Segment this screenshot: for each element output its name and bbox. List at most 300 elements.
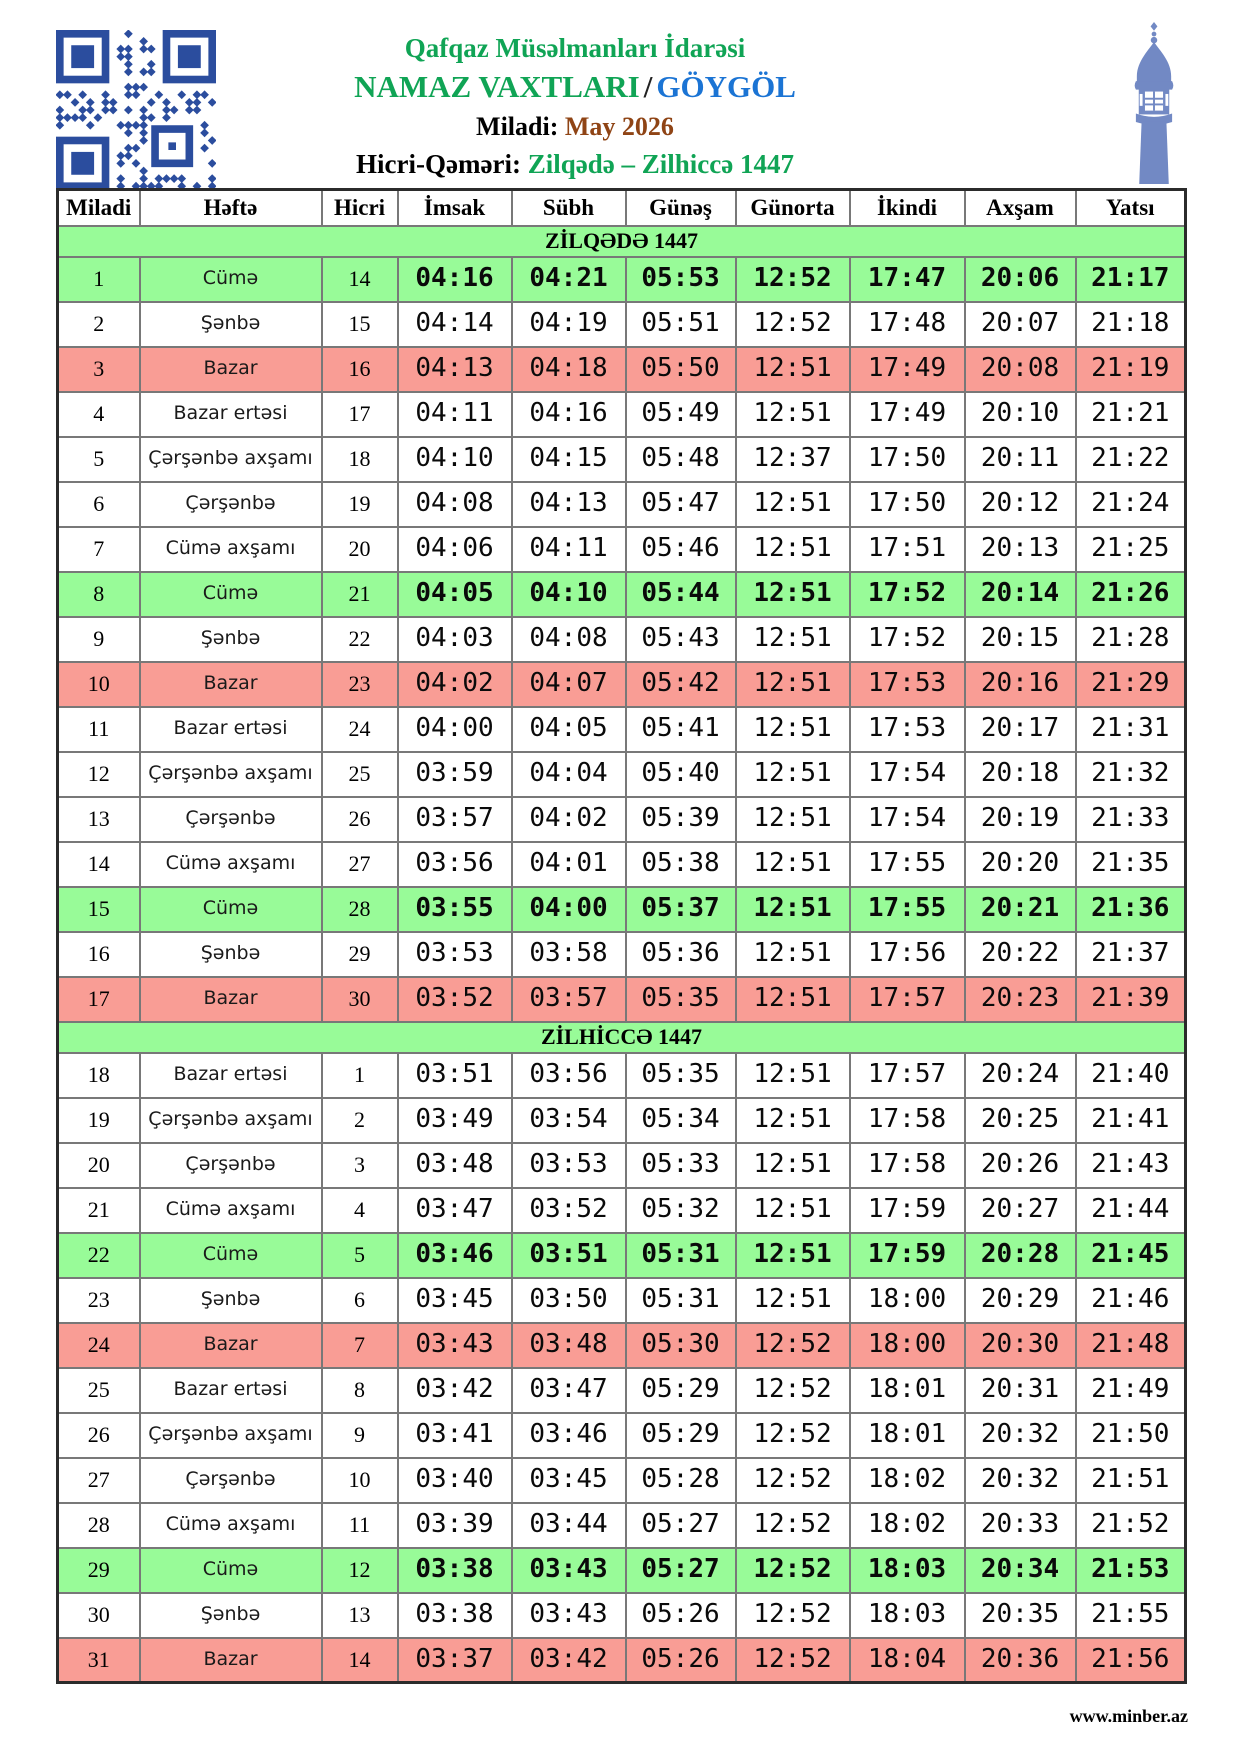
- time-cell-gunes: 05:53: [626, 257, 736, 302]
- time-cell-gunes: 05:36: [626, 932, 736, 977]
- time-cell-axsam: 20:08: [965, 347, 1076, 392]
- hicri-cell: 9: [322, 1413, 398, 1458]
- time-cell-subh: 04:07: [512, 662, 626, 707]
- weekday-cell: Bazar ertəsi: [140, 1368, 322, 1413]
- time-cell-yatsi: 21:31: [1076, 707, 1186, 752]
- table-row: [58, 707, 1186, 752]
- miladi-cell: 30: [58, 1593, 140, 1638]
- time-cell-imsak: 04:06: [398, 527, 512, 572]
- time-cell-yatsi: 21:40: [1076, 1053, 1186, 1098]
- hicri-cell: 8: [322, 1368, 398, 1413]
- table-row: [58, 1323, 1186, 1368]
- time-cell-gunorta: 12:51: [736, 1053, 850, 1098]
- time-cell-ikindi: 18:00: [850, 1323, 965, 1368]
- table-row: [58, 1503, 1186, 1548]
- hicri-cell: 30: [322, 977, 398, 1022]
- time-cell-yatsi: 21:49: [1076, 1368, 1186, 1413]
- time-cell-ikindi: 17:50: [850, 482, 965, 527]
- column-header-2: Hicri: [322, 190, 398, 226]
- time-cell-ikindi: 17:52: [850, 572, 965, 617]
- time-cell-yatsi: 21:53: [1076, 1548, 1186, 1593]
- hicri-cell: 20: [322, 527, 398, 572]
- time-cell-subh: 04:18: [512, 347, 626, 392]
- miladi-cell: 2: [58, 302, 140, 347]
- miladi-cell: 13: [58, 797, 140, 842]
- time-cell-gunes: 05:26: [626, 1638, 736, 1683]
- time-cell-axsam: 20:12: [965, 482, 1076, 527]
- time-cell-gunes: 05:46: [626, 527, 736, 572]
- column-header-9: Yatsı: [1076, 190, 1186, 226]
- table-row: [58, 1458, 1186, 1503]
- time-cell-gunorta: 12:52: [736, 1548, 850, 1593]
- time-cell-axsam: 20:27: [965, 1188, 1076, 1233]
- weekday-cell: Bazar ertəsi: [140, 1053, 322, 1098]
- miladi-cell: 6: [58, 482, 140, 527]
- section-header-row: [58, 1022, 1186, 1053]
- time-cell-subh: 03:58: [512, 932, 626, 977]
- time-cell-axsam: 20:06: [965, 257, 1076, 302]
- miladi-cell: 14: [58, 842, 140, 887]
- time-cell-subh: 04:05: [512, 707, 626, 752]
- time-cell-gunorta: 12:51: [736, 482, 850, 527]
- time-cell-imsak: 03:45: [398, 1278, 512, 1323]
- time-cell-ikindi: 17:58: [850, 1143, 965, 1188]
- hicri-cell: 4: [322, 1188, 398, 1233]
- time-cell-ikindi: 17:58: [850, 1098, 965, 1143]
- time-cell-imsak: 03:42: [398, 1368, 512, 1413]
- time-cell-gunorta: 12:51: [736, 752, 850, 797]
- time-cell-gunes: 05:47: [626, 482, 736, 527]
- time-cell-imsak: 04:00: [398, 707, 512, 752]
- time-cell-ikindi: 17:56: [850, 932, 965, 977]
- table-row: [58, 1188, 1186, 1233]
- time-cell-imsak: 03:37: [398, 1638, 512, 1683]
- time-cell-ikindi: 17:57: [850, 1053, 965, 1098]
- miladi-cell: 23: [58, 1278, 140, 1323]
- time-cell-ikindi: 17:55: [850, 842, 965, 887]
- column-header-6: Günorta: [736, 190, 850, 226]
- time-cell-subh: 04:10: [512, 572, 626, 617]
- hicri-cell: 5: [322, 1233, 398, 1278]
- time-cell-gunes: 05:27: [626, 1503, 736, 1548]
- time-cell-gunes: 05:43: [626, 617, 736, 662]
- time-cell-ikindi: 18:03: [850, 1548, 965, 1593]
- time-cell-imsak: 03:55: [398, 887, 512, 932]
- time-cell-yatsi: 21:29: [1076, 662, 1186, 707]
- time-cell-imsak: 03:46: [398, 1233, 512, 1278]
- time-cell-subh: 03:48: [512, 1323, 626, 1368]
- column-header-3: İmsak: [398, 190, 512, 226]
- time-cell-gunes: 05:39: [626, 797, 736, 842]
- time-cell-yatsi: 21:52: [1076, 1503, 1186, 1548]
- hicri-cell: 23: [322, 662, 398, 707]
- time-cell-subh: 04:13: [512, 482, 626, 527]
- time-cell-ikindi: 18:00: [850, 1278, 965, 1323]
- time-cell-subh: 04:15: [512, 437, 626, 482]
- title-main: NAMAZ VAXTLARI: [354, 69, 640, 104]
- miladi-cell: 31: [58, 1638, 140, 1683]
- hicri-cell: 14: [322, 1638, 398, 1683]
- time-cell-axsam: 20:31: [965, 1368, 1076, 1413]
- time-cell-gunes: 05:42: [626, 662, 736, 707]
- miladi-cell: 25: [58, 1368, 140, 1413]
- time-cell-axsam: 20:28: [965, 1233, 1076, 1278]
- weekday-cell: Şənbə: [140, 302, 322, 347]
- weekday-cell: Cümə: [140, 257, 322, 302]
- title-city: GÖYGÖL: [656, 69, 796, 104]
- time-cell-axsam: 20:20: [965, 842, 1076, 887]
- time-cell-subh: 04:02: [512, 797, 626, 842]
- time-cell-subh: 04:04: [512, 752, 626, 797]
- table-header-row: [58, 190, 1186, 226]
- time-cell-imsak: 04:08: [398, 482, 512, 527]
- miladi-cell: 10: [58, 662, 140, 707]
- hicri-cell: 3: [322, 1143, 398, 1188]
- time-cell-subh: 03:45: [512, 1458, 626, 1503]
- hicri-cell: 7: [322, 1323, 398, 1368]
- miladi-label: Miladi:: [476, 112, 559, 141]
- time-cell-gunes: 05:51: [626, 302, 736, 347]
- qr-code-icon: [56, 30, 216, 190]
- time-cell-yatsi: 21:21: [1076, 392, 1186, 437]
- miladi-cell: 29: [58, 1548, 140, 1593]
- time-cell-gunes: 05:38: [626, 842, 736, 887]
- time-cell-gunes: 05:32: [626, 1188, 736, 1233]
- time-cell-yatsi: 21:41: [1076, 1098, 1186, 1143]
- miladi-cell: 15: [58, 887, 140, 932]
- table-row: [58, 482, 1186, 527]
- miladi-cell: 21: [58, 1188, 140, 1233]
- time-cell-gunes: 05:34: [626, 1098, 736, 1143]
- time-cell-gunes: 05:27: [626, 1548, 736, 1593]
- time-cell-gunes: 05:29: [626, 1368, 736, 1413]
- time-cell-gunorta: 12:51: [736, 1098, 850, 1143]
- miladi-cell: 16: [58, 932, 140, 977]
- time-cell-imsak: 03:52: [398, 977, 512, 1022]
- table-row: [58, 842, 1186, 887]
- hicri-cell: 24: [322, 707, 398, 752]
- time-cell-ikindi: 17:49: [850, 392, 965, 437]
- table-row: [58, 1278, 1186, 1323]
- time-cell-subh: 03:43: [512, 1548, 626, 1593]
- miladi-cell: 1: [58, 257, 140, 302]
- time-cell-imsak: 03:51: [398, 1053, 512, 1098]
- time-cell-imsak: 04:10: [398, 437, 512, 482]
- time-cell-gunorta: 12:51: [736, 1278, 850, 1323]
- hicri-cell: 17: [322, 392, 398, 437]
- time-cell-ikindi: 17:52: [850, 617, 965, 662]
- miladi-cell: 11: [58, 707, 140, 752]
- time-cell-ikindi: 17:49: [850, 347, 965, 392]
- hicri-cell: 13: [322, 1593, 398, 1638]
- weekday-cell: Cümə axşamı: [140, 1503, 322, 1548]
- time-cell-axsam: 20:19: [965, 797, 1076, 842]
- time-cell-yatsi: 21:55: [1076, 1593, 1186, 1638]
- time-cell-gunorta: 12:52: [736, 1413, 850, 1458]
- time-cell-subh: 03:57: [512, 977, 626, 1022]
- time-cell-imsak: 03:57: [398, 797, 512, 842]
- table-row: [58, 1548, 1186, 1593]
- miladi-cell: 7: [58, 527, 140, 572]
- time-cell-axsam: 20:13: [965, 527, 1076, 572]
- header-titles: [230, 30, 920, 183]
- time-cell-yatsi: 21:37: [1076, 932, 1186, 977]
- hicri-cell: 2: [322, 1098, 398, 1143]
- time-cell-yatsi: 21:25: [1076, 527, 1186, 572]
- time-cell-subh: 04:19: [512, 302, 626, 347]
- time-cell-axsam: 20:07: [965, 302, 1076, 347]
- time-cell-gunorta: 12:52: [736, 1503, 850, 1548]
- time-cell-axsam: 20:36: [965, 1638, 1076, 1683]
- weekday-cell: Bazar: [140, 1323, 322, 1368]
- time-cell-gunorta: 12:51: [736, 707, 850, 752]
- time-cell-ikindi: 18:03: [850, 1593, 965, 1638]
- weekday-cell: Şənbə: [140, 617, 322, 662]
- time-cell-axsam: 20:26: [965, 1143, 1076, 1188]
- time-cell-ikindi: 17:51: [850, 527, 965, 572]
- weekday-cell: Çərşənbə: [140, 482, 322, 527]
- time-cell-gunorta: 12:51: [736, 617, 850, 662]
- time-cell-imsak: 03:40: [398, 1458, 512, 1503]
- miladi-cell: 5: [58, 437, 140, 482]
- time-cell-yatsi: 21:39: [1076, 977, 1186, 1022]
- time-cell-yatsi: 21:33: [1076, 797, 1186, 842]
- time-cell-axsam: 20:35: [965, 1593, 1076, 1638]
- hicri-cell: 15: [322, 302, 398, 347]
- time-cell-gunorta: 12:52: [736, 1323, 850, 1368]
- time-cell-imsak: 03:38: [398, 1593, 512, 1638]
- time-cell-gunorta: 12:51: [736, 572, 850, 617]
- time-cell-gunorta: 12:51: [736, 977, 850, 1022]
- time-cell-axsam: 20:34: [965, 1548, 1076, 1593]
- time-cell-gunes: 05:31: [626, 1233, 736, 1278]
- time-cell-imsak: 03:49: [398, 1098, 512, 1143]
- time-cell-subh: 03:46: [512, 1413, 626, 1458]
- time-cell-imsak: 04:14: [398, 302, 512, 347]
- table-row: [58, 527, 1186, 572]
- weekday-cell: Bazar: [140, 347, 322, 392]
- time-cell-gunorta: 12:51: [736, 1233, 850, 1278]
- time-cell-gunorta: 12:51: [736, 842, 850, 887]
- time-cell-subh: 03:54: [512, 1098, 626, 1143]
- column-header-1: Həftə: [140, 190, 322, 226]
- hicri-cell: 18: [322, 437, 398, 482]
- time-cell-axsam: 20:32: [965, 1458, 1076, 1503]
- weekday-cell: Bazar: [140, 1638, 322, 1683]
- time-cell-ikindi: 18:02: [850, 1458, 965, 1503]
- time-cell-gunes: 05:49: [626, 392, 736, 437]
- time-cell-gunes: 05:29: [626, 1413, 736, 1458]
- miladi-line: [230, 108, 920, 145]
- minaret-icon: [1124, 22, 1184, 184]
- time-cell-ikindi: 17:59: [850, 1188, 965, 1233]
- time-cell-axsam: 20:23: [965, 977, 1076, 1022]
- time-cell-gunorta: 12:51: [736, 662, 850, 707]
- table-row: [58, 977, 1186, 1022]
- time-cell-gunorta: 12:51: [736, 932, 850, 977]
- time-cell-gunes: 05:44: [626, 572, 736, 617]
- time-cell-ikindi: 17:57: [850, 977, 965, 1022]
- miladi-cell: 9: [58, 617, 140, 662]
- time-cell-gunorta: 12:52: [736, 1458, 850, 1503]
- table-row: [58, 752, 1186, 797]
- miladi-cell: 18: [58, 1053, 140, 1098]
- weekday-cell: Çərşənbə: [140, 1458, 322, 1503]
- prayer-times-table: [56, 188, 1187, 1684]
- table-row: [58, 347, 1186, 392]
- time-cell-axsam: 20:10: [965, 392, 1076, 437]
- table-row: [58, 437, 1186, 482]
- weekday-cell: Cümə: [140, 887, 322, 932]
- weekday-cell: Çərşənbə axşamı: [140, 437, 322, 482]
- table-row: [58, 662, 1186, 707]
- time-cell-subh: 03:47: [512, 1368, 626, 1413]
- hicri-cell: 19: [322, 482, 398, 527]
- miladi-cell: 20: [58, 1143, 140, 1188]
- time-cell-yatsi: 21:51: [1076, 1458, 1186, 1503]
- time-cell-ikindi: 17:54: [850, 797, 965, 842]
- weekday-cell: Çərşənbə axşamı: [140, 1413, 322, 1458]
- hicri-cell: 16: [322, 347, 398, 392]
- time-cell-gunes: 05:28: [626, 1458, 736, 1503]
- hicri-cell: 25: [322, 752, 398, 797]
- time-cell-ikindi: 18:01: [850, 1413, 965, 1458]
- miladi-cell: 22: [58, 1233, 140, 1278]
- time-cell-subh: 04:08: [512, 617, 626, 662]
- time-cell-gunorta: 12:51: [736, 797, 850, 842]
- time-cell-subh: 04:00: [512, 887, 626, 932]
- time-cell-ikindi: 17:48: [850, 302, 965, 347]
- time-cell-imsak: 04:11: [398, 392, 512, 437]
- table-row: [58, 1593, 1186, 1638]
- miladi-cell: 28: [58, 1503, 140, 1548]
- time-cell-gunorta: 12:52: [736, 257, 850, 302]
- weekday-cell: Şənbə: [140, 1593, 322, 1638]
- weekday-cell: Bazar: [140, 662, 322, 707]
- time-cell-gunes: 05:50: [626, 347, 736, 392]
- hicri-cell: 29: [322, 932, 398, 977]
- time-cell-imsak: 03:47: [398, 1188, 512, 1233]
- table-row: [58, 617, 1186, 662]
- hicri-cell: 27: [322, 842, 398, 887]
- column-header-7: İkindi: [850, 190, 965, 226]
- time-cell-yatsi: 21:26: [1076, 572, 1186, 617]
- miladi-cell: 19: [58, 1098, 140, 1143]
- time-cell-gunes: 05:41: [626, 707, 736, 752]
- time-cell-gunorta: 12:52: [736, 302, 850, 347]
- time-cell-yatsi: 21:44: [1076, 1188, 1186, 1233]
- time-cell-yatsi: 21:35: [1076, 842, 1186, 887]
- table-row: [58, 887, 1186, 932]
- time-cell-imsak: 03:43: [398, 1323, 512, 1368]
- time-cell-gunes: 05:40: [626, 752, 736, 797]
- time-cell-gunorta: 12:51: [736, 1188, 850, 1233]
- hicri-value: Zilqədə – Zilhiccə 1447: [527, 149, 794, 179]
- time-cell-ikindi: 17:55: [850, 887, 965, 932]
- time-cell-gunorta: 12:52: [736, 1368, 850, 1413]
- time-cell-gunorta: 12:52: [736, 1593, 850, 1638]
- time-cell-gunes: 05:35: [626, 1053, 736, 1098]
- hicri-cell: 6: [322, 1278, 398, 1323]
- table-row: [58, 797, 1186, 842]
- weekday-cell: Çərşənbə axşamı: [140, 1098, 322, 1143]
- miladi-cell: 17: [58, 977, 140, 1022]
- weekday-cell: Bazar ertəsi: [140, 392, 322, 437]
- weekday-cell: Cümə: [140, 572, 322, 617]
- miladi-cell: 12: [58, 752, 140, 797]
- weekday-cell: Bazar ertəsi: [140, 707, 322, 752]
- time-cell-imsak: 04:16: [398, 257, 512, 302]
- hicri-cell: 11: [322, 1503, 398, 1548]
- time-cell-ikindi: 17:54: [850, 752, 965, 797]
- time-cell-subh: 04:16: [512, 392, 626, 437]
- time-cell-yatsi: 21:17: [1076, 257, 1186, 302]
- time-cell-gunes: 05:31: [626, 1278, 736, 1323]
- time-cell-yatsi: 21:56: [1076, 1638, 1186, 1683]
- time-cell-axsam: 20:32: [965, 1413, 1076, 1458]
- page-title: [230, 66, 920, 108]
- time-cell-ikindi: 18:04: [850, 1638, 965, 1683]
- time-cell-axsam: 20:24: [965, 1053, 1076, 1098]
- weekday-cell: Çərşənbə: [140, 1143, 322, 1188]
- time-cell-imsak: 03:39: [398, 1503, 512, 1548]
- time-cell-ikindi: 17:47: [850, 257, 965, 302]
- time-cell-yatsi: 21:43: [1076, 1143, 1186, 1188]
- time-cell-gunes: 05:48: [626, 437, 736, 482]
- time-cell-axsam: 20:29: [965, 1278, 1076, 1323]
- weekday-cell: Cümə axşamı: [140, 1188, 322, 1233]
- hicri-cell: 21: [322, 572, 398, 617]
- time-cell-subh: 03:43: [512, 1593, 626, 1638]
- time-cell-gunorta: 12:51: [736, 527, 850, 572]
- time-cell-subh: 03:42: [512, 1638, 626, 1683]
- time-cell-yatsi: 21:28: [1076, 617, 1186, 662]
- time-cell-subh: 03:56: [512, 1053, 626, 1098]
- time-cell-gunes: 05:35: [626, 977, 736, 1022]
- time-cell-yatsi: 21:32: [1076, 752, 1186, 797]
- hicri-cell: 26: [322, 797, 398, 842]
- weekday-cell: Cümə axşamı: [140, 842, 322, 887]
- website-footer: www.minber.az: [1069, 1706, 1188, 1726]
- time-cell-gunes: 05:37: [626, 887, 736, 932]
- miladi-cell: 8: [58, 572, 140, 617]
- time-cell-axsam: 20:33: [965, 1503, 1076, 1548]
- hicri-cell: 14: [322, 257, 398, 302]
- time-cell-imsak: 03:56: [398, 842, 512, 887]
- time-cell-imsak: 03:48: [398, 1143, 512, 1188]
- table-row: [58, 1413, 1186, 1458]
- time-cell-axsam: 20:11: [965, 437, 1076, 482]
- time-cell-subh: 04:11: [512, 527, 626, 572]
- time-cell-axsam: 20:21: [965, 887, 1076, 932]
- miladi-value: May 2026: [564, 112, 674, 141]
- time-cell-yatsi: 21:24: [1076, 482, 1186, 527]
- time-cell-axsam: 20:17: [965, 707, 1076, 752]
- time-cell-imsak: 03:59: [398, 752, 512, 797]
- table-row: [58, 1143, 1186, 1188]
- hicri-cell: 28: [322, 887, 398, 932]
- time-cell-subh: 03:52: [512, 1188, 626, 1233]
- table-row: [58, 1638, 1186, 1683]
- hicri-cell: 12: [322, 1548, 398, 1593]
- time-cell-subh: 03:51: [512, 1233, 626, 1278]
- hicri-cell: 22: [322, 617, 398, 662]
- table-row: [58, 932, 1186, 977]
- table-row: [58, 1053, 1186, 1098]
- hicri-cell: 1: [322, 1053, 398, 1098]
- column-header-4: Sübh: [512, 190, 626, 226]
- hicri-cell: 10: [322, 1458, 398, 1503]
